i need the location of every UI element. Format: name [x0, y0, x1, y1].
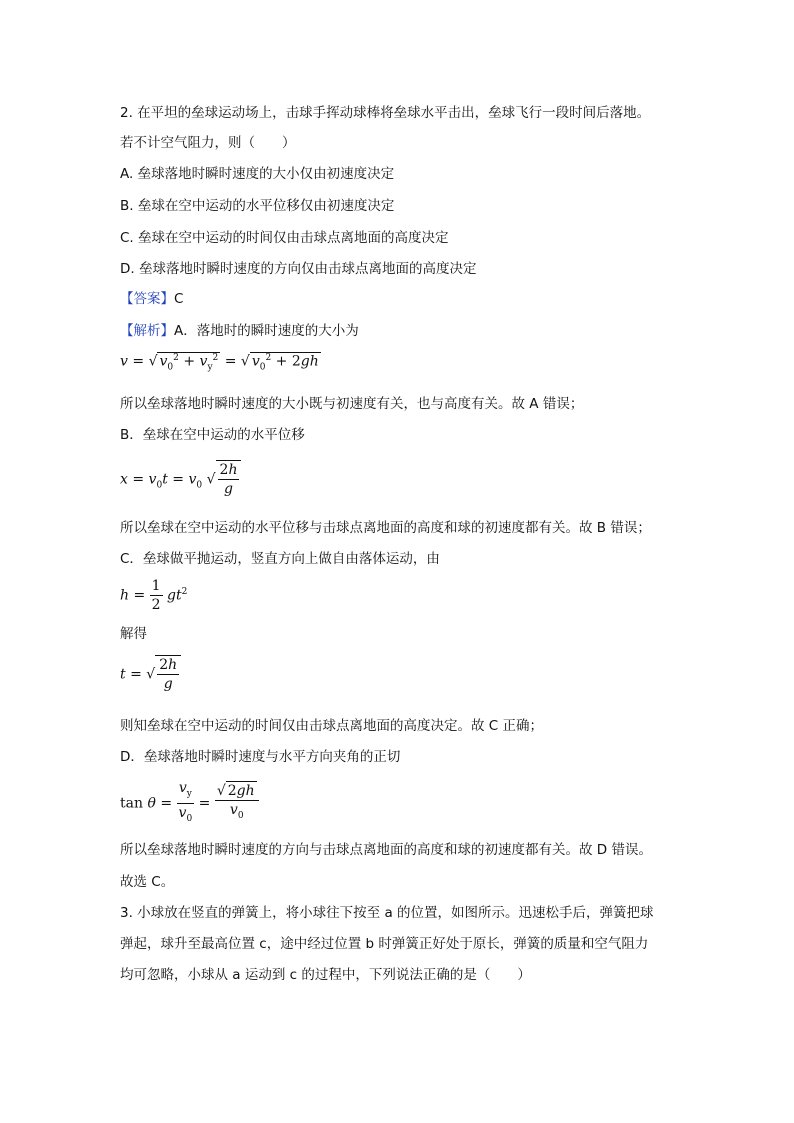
- q2-stem-line-1: 2. 在平坦的垒球运动场上，击球手挥动球棒将垒球水平击出，垒球飞行一段时间后落地。: [120, 105, 651, 121]
- b-text: B．垒球在空中运动的水平位移: [120, 427, 305, 443]
- q3-line-3: 均可忽略，小球从 a 运动到 c 的过程中，下列说法正确的是（ ）: [120, 967, 531, 983]
- analysis-label: 【解析】: [120, 323, 174, 339]
- analysis-a-text: A．落地时的瞬时速度的大小为: [174, 323, 359, 339]
- q2-option-c: C. 垒球在空中运动的时间仅由击球点离地面的高度决定: [120, 230, 449, 246]
- after-c-text: 则知垒球在空中运动的时间仅由击球点离地面的高度决定。故 C 正确；: [120, 718, 544, 734]
- c-text: C．垒球做平抛运动，竖直方向上做自由落体运动，由: [120, 551, 440, 567]
- conclusion-text: 故选 C。: [120, 874, 175, 890]
- formula-tangent: tan θ = $\frac{v_y}{v_0}$ = $\frac{√ 2gh}{v_0}$: [120, 779, 259, 828]
- solve-text: 解得: [120, 626, 147, 642]
- formula-time: t = √ $\frac{2h}{g}$: [120, 655, 181, 693]
- d-text: D．垒球落地时瞬时速度与水平方向夹角的正切: [120, 749, 401, 765]
- answer-label: 【答案】: [120, 291, 174, 307]
- q3-line-2: 弹起，球升至最高位置 c，途中经过位置 b 时弹簧正好处于原长，弹簧的质量和空气阻力: [120, 936, 649, 952]
- q2-option-d: D. 垒球落地时瞬时速度的方向仅由击球点离地面的高度决定: [120, 261, 477, 277]
- after-a-text: 所以垒球落地时瞬时速度的大小既与初速度有关，也与高度有关。故 A 错误；: [120, 396, 584, 412]
- answer-value: C: [174, 291, 184, 307]
- formula-height: h = $\frac{1}{2}$ $gt^2$: [120, 578, 188, 613]
- q2-option-a: A. 垒球落地时瞬时速度的大小仅由初速度决定: [120, 166, 395, 182]
- q3-line-1: 3. 小球放在竖直的弹簧上，将小球往下按至 a 的位置，如图所示。迅速松手后，弹簧把球: [120, 905, 654, 921]
- answer-line: [120, 290, 183, 308]
- analysis-line: [120, 322, 359, 340]
- after-b-text: 所以垒球在空中运动的水平位移与击球点离地面的高度和球的初速度都有关。故 B 错误；: [120, 520, 651, 536]
- q2-stem-line-2: 若不计空气阻力，则（ ）: [120, 135, 296, 151]
- q2-option-b: B. 垒球在空中运动的水平位移仅由初速度决定: [120, 198, 395, 214]
- formula-speed: v = √ $v_0^2 + v_y^2$ = √ $v_0^2 + 2gh$: [120, 353, 319, 373]
- formula-displacement: $x = v_0t = v_0$ √ $\frac{2h}{g}$: [120, 460, 241, 498]
- after-d-text: 所以垒球落地时瞬时速度的方向与击球点离地面的高度和球的初速度都有关。故 D 错误。: [120, 842, 652, 858]
